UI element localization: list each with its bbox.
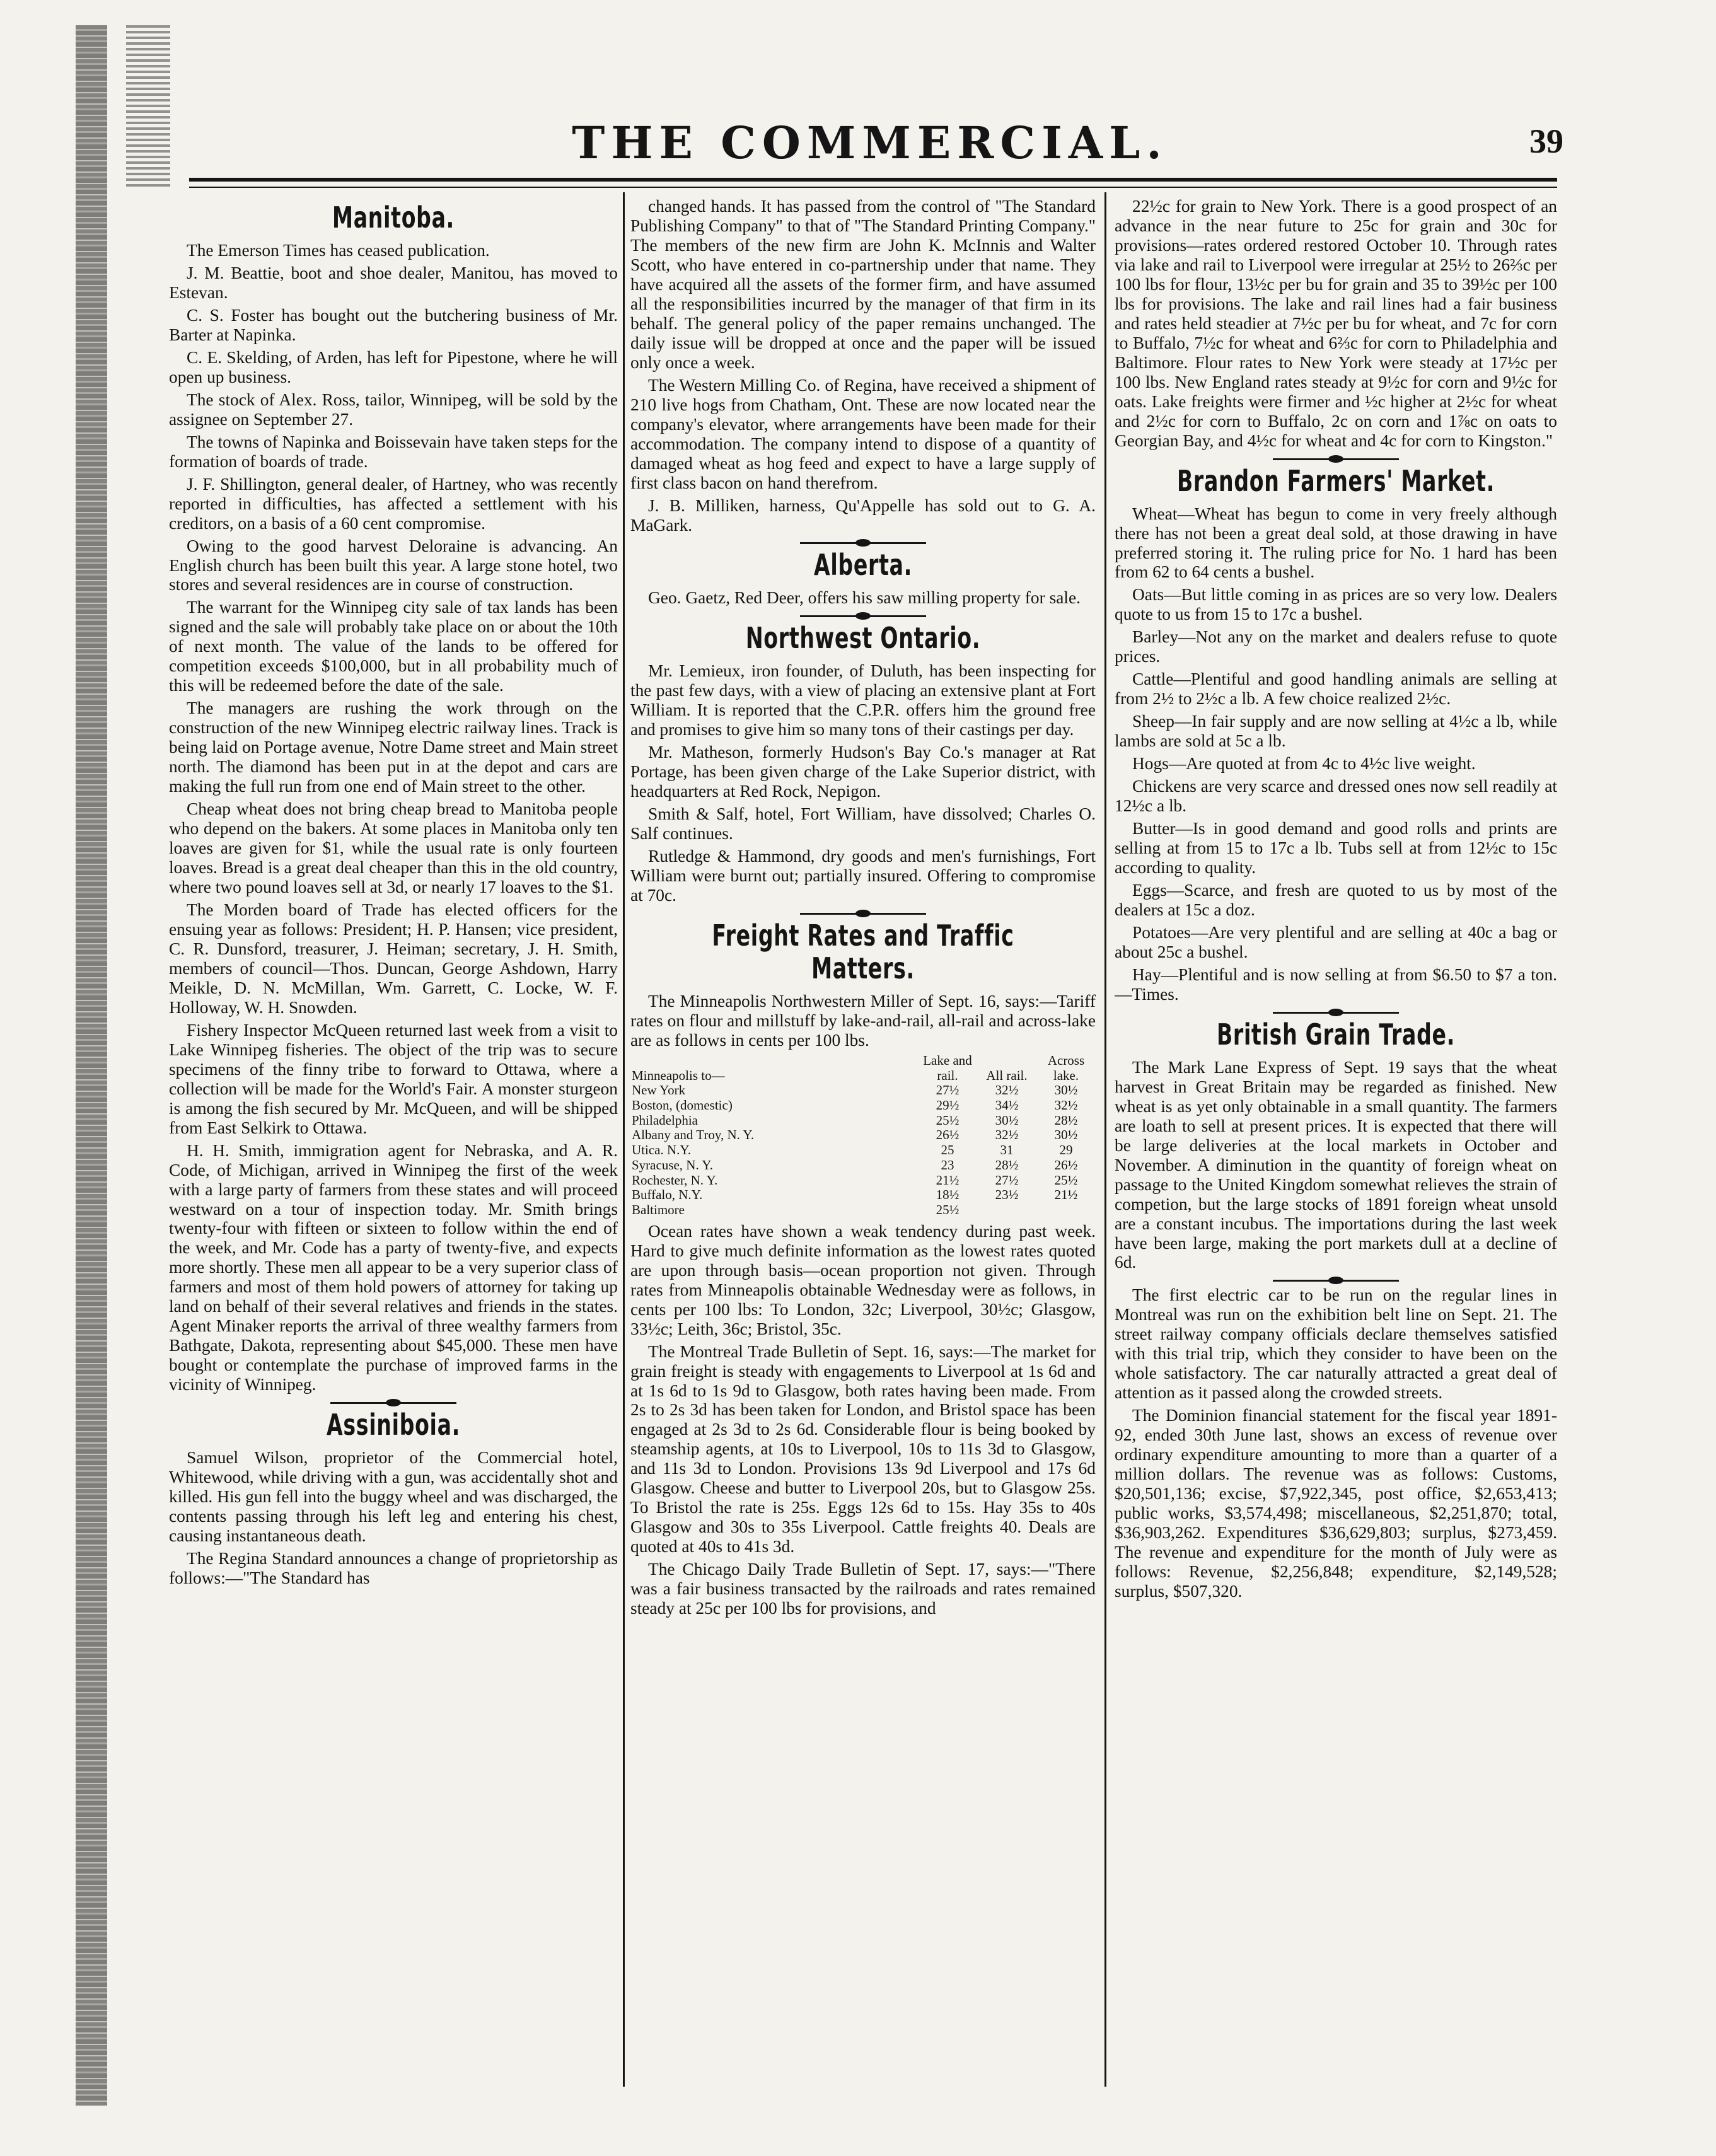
table-row xyxy=(630,1203,1096,1218)
paragraph: Ocean rates have shown a weak tendency during past week. Hard to give much definite information as the lowest rates quoted are upon through basis—ocean proportion not given. Through rates from Minneapolis obtainable Wednesday were as follows, in cents per 100 lbs: To London, 32c; Liverpool, 30½c; Glasgow, 33½c; Leith, 36c; Bristol, 35c. xyxy=(630,1221,1096,1338)
table-cell-rate xyxy=(977,1203,1036,1218)
northwest-ontario-body xyxy=(630,661,1096,905)
paragraph: The Chicago Daily Trade Bulletin of Sept. 17, says:—"There was a fair business transacted by the railroads and rates remained steady at 25c per 100 lbs for provisions, and xyxy=(630,1560,1096,1618)
scan-binding-mark xyxy=(126,25,170,189)
paragraph: Chickens are very scarce and dressed ones now sell readily at 12½c a lb. xyxy=(1115,777,1557,816)
table-cell-rate: 30½ xyxy=(995,1112,1019,1128)
paragraph: Barley—Not any on the market and dealers refuse to quote prices. xyxy=(1115,627,1557,666)
section-separator xyxy=(330,1402,456,1404)
paragraph: Samuel Wilson, proprietor of the Commercial hotel, Whitewood, while driving with a gun, was accidentally shot and killed. His gun fell into the buggy wheel and was discharged, the contents passing through his left leg and entering his chest, causing instantaneous death. xyxy=(169,1448,618,1546)
paragraph: Cattle—Plentiful and good handling animals are selling at from 2½ to 2½c a lb. A few choice realized 2½c. xyxy=(1115,669,1557,709)
table-cell-rate: 32½ xyxy=(995,1082,1019,1098)
table-cell-rate: 32½ xyxy=(995,1127,1019,1143)
section-heading-alberta: Alberta. xyxy=(813,548,913,582)
section-heading-freight: Freight Rates and Traffic Matters. xyxy=(712,919,1014,985)
freight-body xyxy=(630,1222,1096,1618)
column-2 xyxy=(630,197,1096,2087)
freight-intro: The Minneapolis Northwestern Miller of Sept. 16, says:—Tariff rates on flour and millstuff by lake-and-rail, all-rail and across-lake are as follows in cents per 100 lbs. xyxy=(630,991,1096,1050)
table-row xyxy=(630,1083,1096,1098)
section-heading-british-grain: British Grain Trade. xyxy=(1216,1017,1456,1052)
table-cell-rate: 32½ xyxy=(1054,1098,1078,1113)
alberta-body xyxy=(630,588,1096,608)
table-cell-rate: 34½ xyxy=(995,1098,1019,1113)
table-cell-rate: 23½ xyxy=(995,1187,1019,1203)
table-cell-rate: 21½ xyxy=(1054,1187,1078,1203)
newspaper-title: THE COMMERCIAL. xyxy=(572,117,1168,169)
paragraph: J. M. Beattie, boot and shoe dealer, Manitou, has moved to Estevan. xyxy=(169,263,618,302)
table-cell-destination: Rochester, N. Y. xyxy=(632,1172,718,1188)
miscellaneous-items xyxy=(1115,1285,1557,1601)
paragraph: The Morden board of Trade has elected officers for the ensuing year as follows: President; H. P. Hansen; vice president, C. R. Dunsford, treasurer, J. Heiman; secretary, J. H. Smith, members of council—Thos. Duncan, George Ashdown, Harry Meikle, D. N. McMillan, Wm. Garrett, C. Locke, W. F. Holloway, W. H. Snowden. xyxy=(169,900,618,1017)
paragraph: Rutledge & Hammond, dry goods and men's furnishings, Fort William were burnt out; partially insured. Offering to compromise at 70c. xyxy=(630,847,1096,905)
table-cell-rate: 26½ xyxy=(936,1127,959,1143)
table-cell-rate: 25½ xyxy=(1054,1172,1078,1188)
paragraph: The Emerson Times has ceased publication. xyxy=(187,240,490,260)
table-row xyxy=(630,1113,1096,1128)
paragraph: Smith & Salf, hotel, Fort William, have dissolved; Charles O. Salf continues. xyxy=(630,804,1096,843)
manitoba-body xyxy=(169,241,618,1394)
paragraph: Butter—Is in good demand and good rolls and prints are selling at from 15 to 17c a lb. Tubs sell at from 12½c to 15c according to quality. xyxy=(1115,819,1557,878)
table-cell-rate: 29 xyxy=(1059,1142,1073,1158)
section-separator xyxy=(1273,458,1399,460)
table-header-row xyxy=(630,1053,1096,1083)
paragraph: 22½c for grain to New York. There is a good prospect of an advance in the near future to 25c for grain and 30c for provisions—rates ordered restored October 10. Through rates via lake and rail to Liverpool were irregular at 25½ to 26⅔c per 100 lbs for flour, 13½c per bu for grain and 35 to 39½c per 100 lbs for provisions. The lake and rail lines had a fair business and rates held steadier at 7½c per bu for wheat, and 7c for corn to Buffalo, 7½c for wheat and 6⅔c for corn to Philadelphia and Baltimore. Flour rates to New York were steady at 17½c per 100 lbs. New England rates steady at 9½c for corn and 9½c for oats. Lake freights were firmer and ½c higher at 2½c for wheat and 2½c for corn to Buffalo, 2c on corn and 1⅞c on oats to Georgian Bay, and 4½c for wheat and 4c for corn to Kingston." xyxy=(1115,197,1557,450)
paragraph: C. S. Foster has bought out the butchering business of Mr. Barter at Napinka. xyxy=(169,305,618,344)
paragraph: Hogs—Are quoted at from 4c to 4½c live weight. xyxy=(1132,754,1476,774)
paragraph: H. H. Smith, immigration agent for Nebraska, and A. R. Code, of Michigan, arrived in Winnipeg the first of the week with a large party of farmers from these states and will proceed westward on a tour of inspection today. Mr. Smith brings twenty-four with fifteen or sixteen to follow within the end of the week, and Mr. Code has a party of twenty-five, and expects more shortly. These men all appear to be a very superior class of farmers and most of them hold powers of attorney for taking up land on behalf of their several relatives and friends in the states. Agent Minaker reports the arrival of three wealthy farmers from Bathgate, Dakota, representing about $45,000. These men have bought or contemplate the purchase of improved farms in the vicinity of Winnipeg. xyxy=(169,1140,618,1394)
table-cell-rate: 28½ xyxy=(995,1157,1019,1173)
paragraph: changed hands. It has passed from the control of "The Standard Publishing Company" to that of "The Standard Printing Company." The members of the new firm are John K. McInnis and Walter Scott, who have entered in co-partnership under that name. They have acquired all the assets of the former firm, and have assumed all the responsibilities incurred by the manager of that firm in its behalf. The general policy of the paper remains unchanged. The daily issue will be dropped at once and the paper will be issued only once a week. xyxy=(630,197,1096,372)
paragraph: Mr. Lemieux, iron founder, of Duluth, has been inspecting for the past few days, with a view of placing an extensive plant at Fort William. It is reported that the C.P.R. offers him the ground free and promises to give him so many tons of their castings per day. xyxy=(630,661,1096,739)
assiniboia-body xyxy=(169,1448,618,1588)
paragraph: J. B. Milliken, harness, Qu'Appelle has sold out to G. A. MaGark. xyxy=(630,496,1096,535)
table-cell-destination: Boston, (domestic) xyxy=(632,1098,733,1113)
paragraph: Fishery Inspector McQueen returned last week from a visit to Lake Winnipeg fisheries. The object of the trip was to secure specimens of the finny tribe to forward to Ottawa, where a collection will be made for the World's Fair. A monster sturgeon is among the fish secured by Mr. McQueen, and will be shipped from East Selkirk to Ottawa. xyxy=(169,1020,618,1137)
section-separator xyxy=(1273,1012,1399,1014)
paragraph: The first electric car to be run on the regular lines in Montreal was run on the exhibition belt line on Sept. 21. The street railway company officials declare themselves satisfied with this trial trip, which they consider to have been on the whole satisfactory. The car naturally attracted a great deal of attention as it passed along the crowded streets. xyxy=(1115,1285,1557,1403)
paragraph: Hay—Plentiful and is now selling at from $6.50 to $7 a ton.—Times. xyxy=(1115,965,1557,1004)
paragraph: Cheap wheat does not bring cheap bread to Manitoba people who depend on the bakers. At some places in Manitoba only ten loaves are given for $1, while the usual rate is only fourteen loaves. Bread is a great deal cheaper than this in the old country, where two pound loaves sell at 3d, or nearly 17 loaves to the $1. xyxy=(169,799,618,896)
paragraph: The managers are rushing the work through on the construction of the new Winnipeg electric railway lines. Track is being laid on Portage avenue, Notre Dame street and Main street north. The diamond has been put in at the depot and cars are making the full run from one end of Main street to the other. xyxy=(169,698,618,796)
table-cell-rate: 27½ xyxy=(936,1082,959,1098)
table-cell-rate: 31 xyxy=(1000,1142,1014,1158)
continued-text xyxy=(1115,197,1557,451)
table-cell-rate: 30½ xyxy=(1054,1082,1078,1098)
column-divider xyxy=(1104,192,1106,2087)
brandon-market-body xyxy=(1115,504,1557,1004)
masthead-rule xyxy=(189,178,1557,182)
table-cell-rate: 23 xyxy=(941,1157,954,1173)
table-header: Minneapolis to— xyxy=(632,1067,725,1083)
section-heading-brandon: Brandon Farmers' Market. xyxy=(1176,463,1495,498)
table-cell-rate: 29½ xyxy=(936,1098,959,1113)
table-cell-rate: 25 xyxy=(941,1142,954,1158)
masthead-rule-thin xyxy=(189,187,1557,188)
table-row xyxy=(630,1128,1096,1143)
paragraph: The Dominion financial statement for the fiscal year 1891-92, ended 30th June last, shows an excess of revenue over ordinary expenditure amounting to more than a quarter of a million dollars. The revenue was as follows: Customs, $20,501,136; excise, $7,922,345, post office, $2,653,413; public works, $3,574,498; miscellaneous, $2,251,870; total, $36,903,262. Expenditures $36,629,803; surplus, $273,459. The revenue and expenditure for the month of July were as follows: Revenue, $2,256,848; expenditure, $2,149,528; surplus, $507,320. xyxy=(1115,1406,1557,1601)
paragraph: Wheat—Wheat has begun to come in very freely although there has not been a great deal sold, at those drawing in have preferred storing it. The ruling price for No. 1 hard has been from 62 to 64 cents a bushel. xyxy=(1115,504,1557,582)
table-cell-destination: New York xyxy=(632,1082,686,1098)
table-row xyxy=(630,1158,1096,1173)
page-number: 39 xyxy=(1529,122,1563,160)
table-cell-rate xyxy=(1036,1203,1096,1218)
table-cell-rate: 28½ xyxy=(1054,1112,1078,1128)
masthead xyxy=(177,110,1563,180)
section-separator xyxy=(800,542,926,544)
section-heading-northwest-ontario: Northwest Ontario. xyxy=(745,621,981,656)
table-cell-rate: 21½ xyxy=(936,1172,959,1188)
table-row xyxy=(630,1098,1096,1113)
table-header: Across lake. xyxy=(1047,1052,1085,1083)
table-cell-rate: 25½ xyxy=(936,1202,959,1218)
table-header: All rail. xyxy=(986,1067,1028,1083)
table-cell-destination: Philadelphia xyxy=(632,1112,698,1128)
paragraph: The Western Milling Co. of Regina, have received a shipment of 210 live hogs from Chatham, Ont. These are now located near the company's elevator, where arrangements have been made for their accommodation. The company intend to dispose of a quantity of damaged wheat as hog feed and expect to have a large supply of first class bacon on hand therefrom. xyxy=(630,375,1096,492)
paragraph: Eggs—Scarce, and fresh are quoted to us by most of the dealers at 15c a doz. xyxy=(1115,881,1557,919)
table-header: Lake and rail. xyxy=(923,1052,972,1083)
section-heading-manitoba: Manitoba. xyxy=(332,200,455,235)
table-cell-rate: 26½ xyxy=(1054,1157,1078,1173)
table-cell-destination: Buffalo, N.Y. xyxy=(632,1187,703,1203)
paragraph: The warrant for the Winnipeg city sale of tax lands has been signed and the sale will probably take place on or about the 10th of next month. The value of the lands to be offered for competition exceeds $100,000, but in all probability much of this will be redeemed before the date of the sale. xyxy=(169,598,618,695)
table-cell-destination: Albany and Troy, N. Y. xyxy=(632,1127,755,1143)
table-cell-rate: 27½ xyxy=(995,1172,1019,1188)
paragraph: The towns of Napinka and Boissevain have taken steps for the formation of boards of trade. xyxy=(169,432,618,471)
paragraph: The Mark Lane Express of Sept. 19 says that the wheat harvest in Great Britain may be regarded as finished. New wheat is as yet only obtainable in a small quantity. The farmers are loath to sell at present prices. It is expected that there will be large deliveries at the local markets in October and November. A diminution in the quantity of foreign wheat on passage to the United Kingdom somewhat relieves the strain of competion, but the large stocks of 1891 foreign wheat unsold are a constant incubus. The importations during the last week have been large, making the port markets dull at a decline of 6d. xyxy=(1115,1057,1557,1272)
paragraph: Geo. Gaetz, Red Deer, offers his saw milling property for sale. xyxy=(648,588,1081,608)
paragraph: Oats—But little coming in as prices are so very low. Dealers quote to us from 15 to 17c a bushel. xyxy=(1115,585,1557,624)
paragraph: The Montreal Trade Bulletin of Sept. 16, says:—The market for grain freight is steady with engagements to Liverpool at 1s 6d and at 1s 6d to 1s 9d to Glasgow, both rates having been made. From 2s to 2s 3d has been taken for London, and Bristol space has been engaged at 2s 3d to 2s 6d. Considerable flour is being booked by steamship agents, at 10s to Liverpool, 10s to 11s 3d to Glasgow, and 11s 3d to London. Provisions 13s 9d Liverpool and 17s 6d Glasgow. Cheese and butter to Liverpool 20s, but to Glasgow 25s. To Bristol the rate is 25s. Eggs 12s 6d to 15s. Hay 35s to 40s Glasgow and 30s to 35s Liverpool. Cattle freights 40. Deals are quoted at 40s to 41s 3d. xyxy=(630,1342,1096,1556)
paragraph: Owing to the good harvest Deloraine is advancing. An English church has been built this year. A large stone hotel, two stores and several residences are in course of construction. xyxy=(169,536,618,594)
table-row xyxy=(630,1143,1096,1158)
freight-rates-rows xyxy=(630,1083,1096,1217)
table-cell-rate: 25½ xyxy=(936,1112,959,1128)
column-3 xyxy=(1115,197,1557,2087)
paragraph: Sheep—In fair supply and are now selling at 4½c a lb, while lambs are sold at 5c a lb. xyxy=(1115,712,1557,751)
paragraph: Mr. Matheson, formerly Hudson's Bay Co.'s manager at Rat Portage, has been given charge of the Lake Superior district, with headquarters at Red Rock, Nepigon. xyxy=(630,743,1096,801)
table-cell-destination: Syracuse, N. Y. xyxy=(632,1157,713,1173)
continued-text xyxy=(630,197,1096,535)
paragraph: J. F. Shillington, general dealer, of Hartney, who was recently reported in difficulties, has affected a settlement with his creditors, on a basis of a 60 cent compromise. xyxy=(169,474,618,533)
british-grain-body xyxy=(1115,1058,1557,1273)
paragraph: The Regina Standard announces a change of proprietorship as follows:—"The Standard has xyxy=(169,1549,618,1587)
section-separator xyxy=(800,913,926,915)
paragraph: C. E. Skelding, of Arden, has left for Pipestone, where he will open up business. xyxy=(169,347,618,386)
table-cell-destination: Utica. N.Y. xyxy=(632,1142,692,1158)
table-cell-rate: 30½ xyxy=(1054,1127,1078,1143)
table-row xyxy=(630,1188,1096,1203)
freight-rates-table xyxy=(630,1053,1096,1218)
paragraph: The stock of Alex. Ross, tailor, Winnipeg, will be sold by the assignee on September 27. xyxy=(169,390,618,429)
scan-binding-edge xyxy=(76,25,107,2106)
column-divider xyxy=(623,192,625,2087)
section-separator xyxy=(1273,1280,1399,1282)
paragraph: Potatoes—Are very plentiful and are selling at 40c a bag or about 25c a bushel. xyxy=(1115,922,1557,961)
table-cell-rate: 18½ xyxy=(936,1187,959,1203)
section-heading-assiniboia: Assiniboia. xyxy=(326,1408,461,1442)
table-row xyxy=(630,1173,1096,1188)
section-separator xyxy=(800,615,926,617)
column-1 xyxy=(169,197,618,2087)
table-cell-destination: Baltimore xyxy=(632,1202,685,1218)
